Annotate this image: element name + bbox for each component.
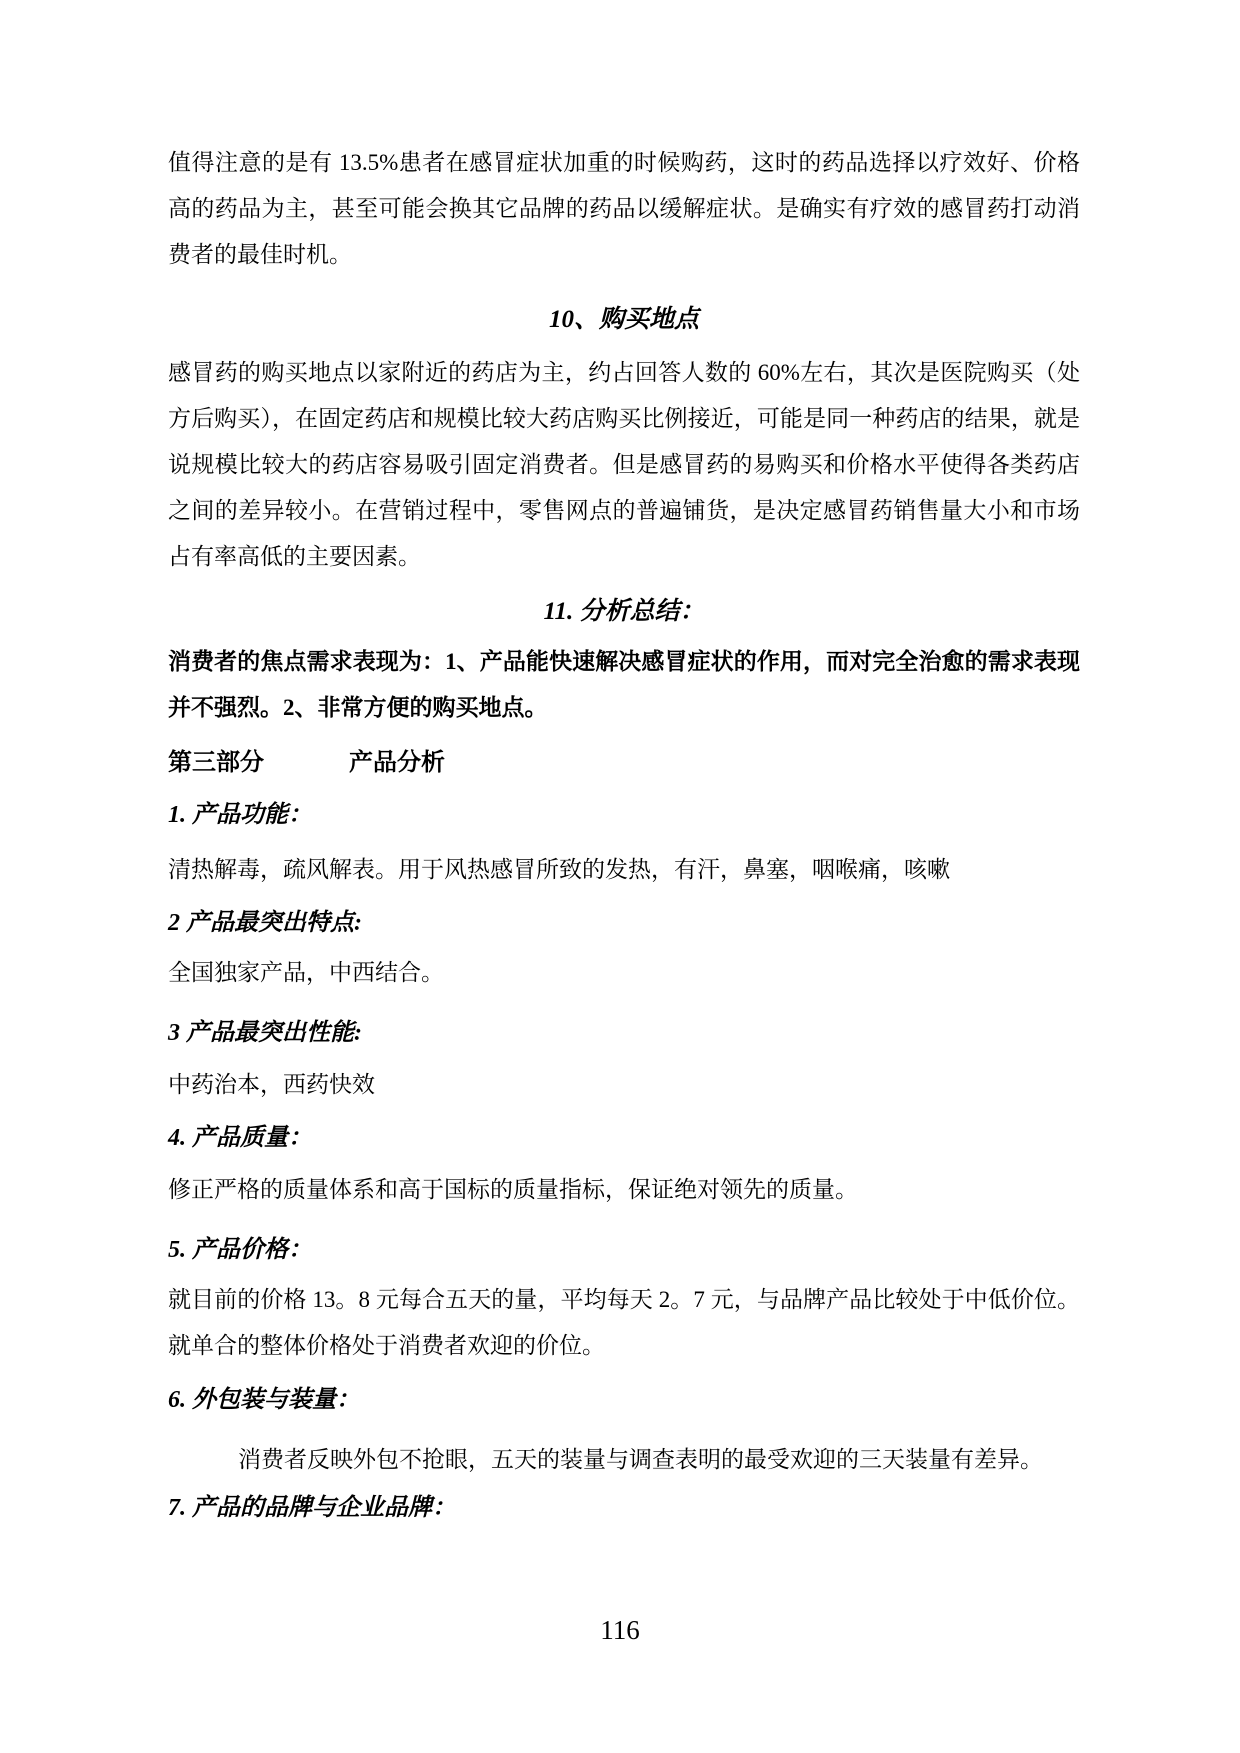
section-7-heading: 7. 产品的品牌与企业品牌： — [168, 1495, 456, 1521]
section-1-heading: 1. 产品功能： — [168, 802, 312, 828]
section-4-heading: 4. 产品质量： — [168, 1125, 312, 1151]
para-purchase-timing: 值得注意的是有 13.5%患者在感冒症状加重的时候购药，这时的药品选择以疗效好、价格高的药品为主，甚至可能会换其它品牌的药品以缓解症状。是确实有疗效的感冒药打动消费者的最佳时机。 — [168, 150, 1080, 267]
section-5-heading: 5. 产品价格： — [168, 1237, 312, 1263]
section-3-heading: 3 产品最突出性能: — [168, 1020, 362, 1046]
section-1-body: 清热解毒，疏风解表。用于风热感冒所致的发热，有汗，鼻塞，咽喉痛，咳嗽 — [168, 857, 950, 882]
heading-purchase-place: 10、购买地点 — [548, 306, 699, 333]
para-consumer-needs: 消费者的焦点需求表现为：1、产品能快速解决感冒症状的作用，而对完全治愈的需求表现并不强烈。2、非常方便的购买地点。 — [168, 649, 1080, 720]
section-6-body: 消费者反映外包不抢眼，五天的装量与调查表明的最受欢迎的三天装量有差异。 — [238, 1447, 1043, 1472]
section-3-body: 中药治本，西药快效 — [168, 1072, 375, 1097]
part3-title: 产品分析 — [349, 750, 445, 776]
heading-analysis-summary: 11. 分析总结： — [543, 598, 705, 625]
part3-label: 第三部分 — [168, 750, 264, 776]
part3-heading — [168, 740, 1080, 786]
section-6-heading: 6. 外包装与装量： — [168, 1387, 360, 1413]
section-2-body: 全国独家产品，中西结合。 — [168, 960, 444, 985]
para-purchase-place: 感冒药的购买地点以家附近的药店为主，约占回答人数的 60%左右，其次是医院购买（处方后购买），在固定药店和规模比较大药店购买比例接近，可能是同一种药店的结果，就是说规模比较大的药店容易吸引固定消费者。但是感冒药的易购买和价格水平使得各类药店之间的差异较小。在营销过程中，零售网点的普遍铺货，是决定感冒药销售量大小和市场占有率高低的主要因素。 — [168, 360, 1080, 569]
section-4-body: 修正严格的质量体系和高于国标的质量指标，保证绝对领先的质量。 — [168, 1177, 858, 1202]
page-number: 116 — [600, 1615, 640, 1645]
section-2-heading: 2 产品最突出特点: — [168, 910, 362, 936]
section-5-body: 就目前的价格 13。8 元每合五天的量，平均每天 2。7 元，与品牌产品比较处于中低价位。就单合的整体价格处于消费者欢迎的价位。 — [168, 1287, 1080, 1358]
